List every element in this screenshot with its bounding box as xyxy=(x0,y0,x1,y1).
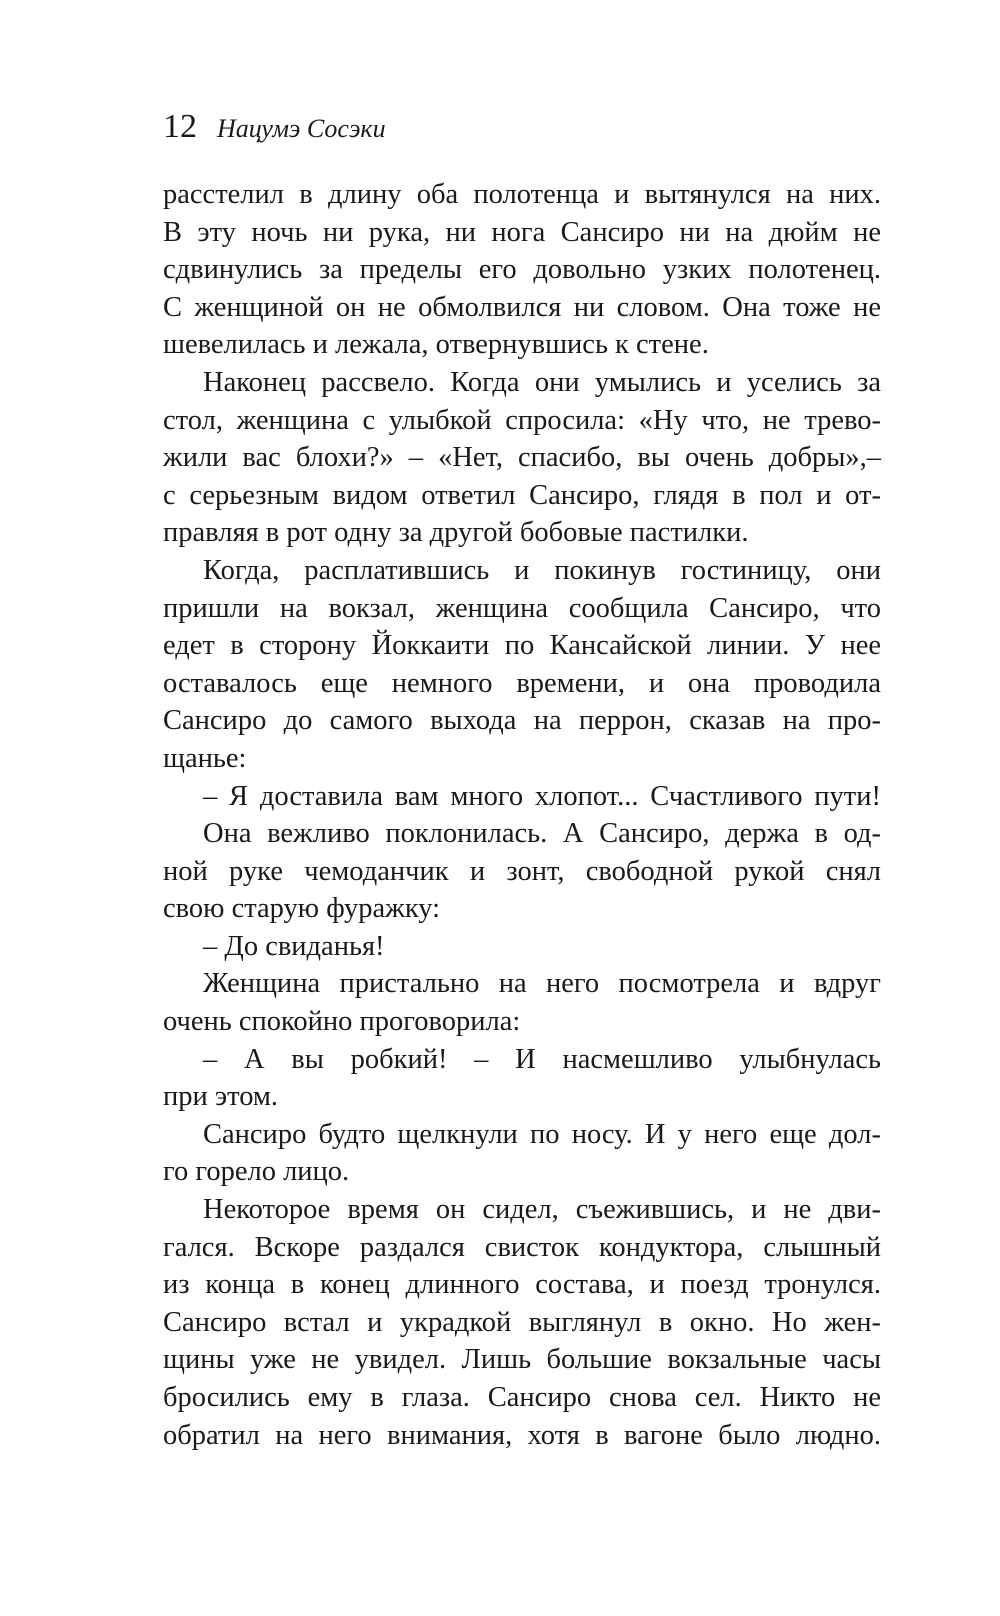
text-line: при этом. xyxy=(163,1081,279,1113)
text-line: щанье: xyxy=(163,742,247,774)
text-line: – Я доставила вам много хлопот... Счастливого пути! xyxy=(203,780,881,812)
running-head-author: Нацумэ Сосэки xyxy=(217,114,386,143)
text-line: Некоторое время он сидел, съежившись, и не дви- xyxy=(203,1194,881,1226)
text-line: Сансиро встал и украдкой выглянул в окно. Но жен- xyxy=(163,1306,881,1338)
text-line: расстелил в длину оба полотенца и вытянулся на них. xyxy=(163,179,881,210)
text-line: очень спокойно проговорила: xyxy=(163,1006,521,1038)
body-text xyxy=(163,176,881,1454)
text-line: с серьезным видом ответил Сансиро, глядя в пол и от- xyxy=(163,479,881,511)
text-line: из конца в конец длинного состава, и поезд тронулся. xyxy=(163,1269,881,1301)
text-line: ной руке чемоданчик и зонт, свободной рукой снял xyxy=(163,855,881,887)
text-line: Женщина пристально на него посмотрела и вдруг xyxy=(203,968,881,1000)
text-line: – А вы робкий! – И насмешливо улыбнулась xyxy=(203,1043,881,1075)
text-line: едет в сторону Йоккаити по Кансайской линии. У нее xyxy=(163,630,881,662)
text-line: стол, женщина с улыбкой спросила: «Ну что, не трево- xyxy=(163,404,881,436)
text-line: жили вас блохи?» – «Нет, спасибо, вы очень добры»,– xyxy=(163,442,881,474)
text-line: пришли на вокзал, женщина сообщила Сансиро, что xyxy=(163,592,881,624)
text-line: го горело лицо. xyxy=(163,1156,350,1188)
text-line: шевелилась и лежала, отвернувшись к стене. xyxy=(163,329,709,361)
text-line: бросились ему в глаза. Сансиро снова сел. Никто не xyxy=(163,1382,881,1413)
text-line: оставалось еще немного времени, и она проводила xyxy=(163,667,881,699)
text-line: – До свиданья! xyxy=(203,930,385,962)
text-line: В эту ночь ни рука, ни нога Сансиро ни на дюйм не xyxy=(163,216,881,248)
text-line: правляя в рот одну за другой бобовые пастилки. xyxy=(163,517,749,549)
text-line: Сансиро будто щелкнули по носу. И у него еще дол- xyxy=(203,1118,881,1150)
text-line: С женщиной он не обмолвился ни словом. Она тоже не xyxy=(163,291,881,323)
running-head xyxy=(163,108,386,148)
text-line: щины уже не увидел. Лишь большие вокзальные часы xyxy=(163,1344,881,1376)
text-line: обратил на него внимания, хотя в вагоне было людно. xyxy=(163,1419,881,1451)
text-line: Сансиро до самого выхода на перрон, сказав на про- xyxy=(163,705,881,737)
text-line: сдвинулись за пределы его довольно узких полотенец. xyxy=(163,254,881,286)
text-line: Наконец рассвело. Когда они умылись и уселись за xyxy=(203,366,881,398)
text-line: свою старую фуражку: xyxy=(163,893,441,925)
page-number: 12 xyxy=(163,108,197,145)
text-line: гался. Вскоре раздался свисток кондуктора, слышный xyxy=(163,1231,881,1263)
text-line: Когда, расплатившись и покинув гостиницу, они xyxy=(203,554,881,586)
text-line: Она вежливо поклонилась. А Сансиро, держа в од- xyxy=(203,818,881,850)
